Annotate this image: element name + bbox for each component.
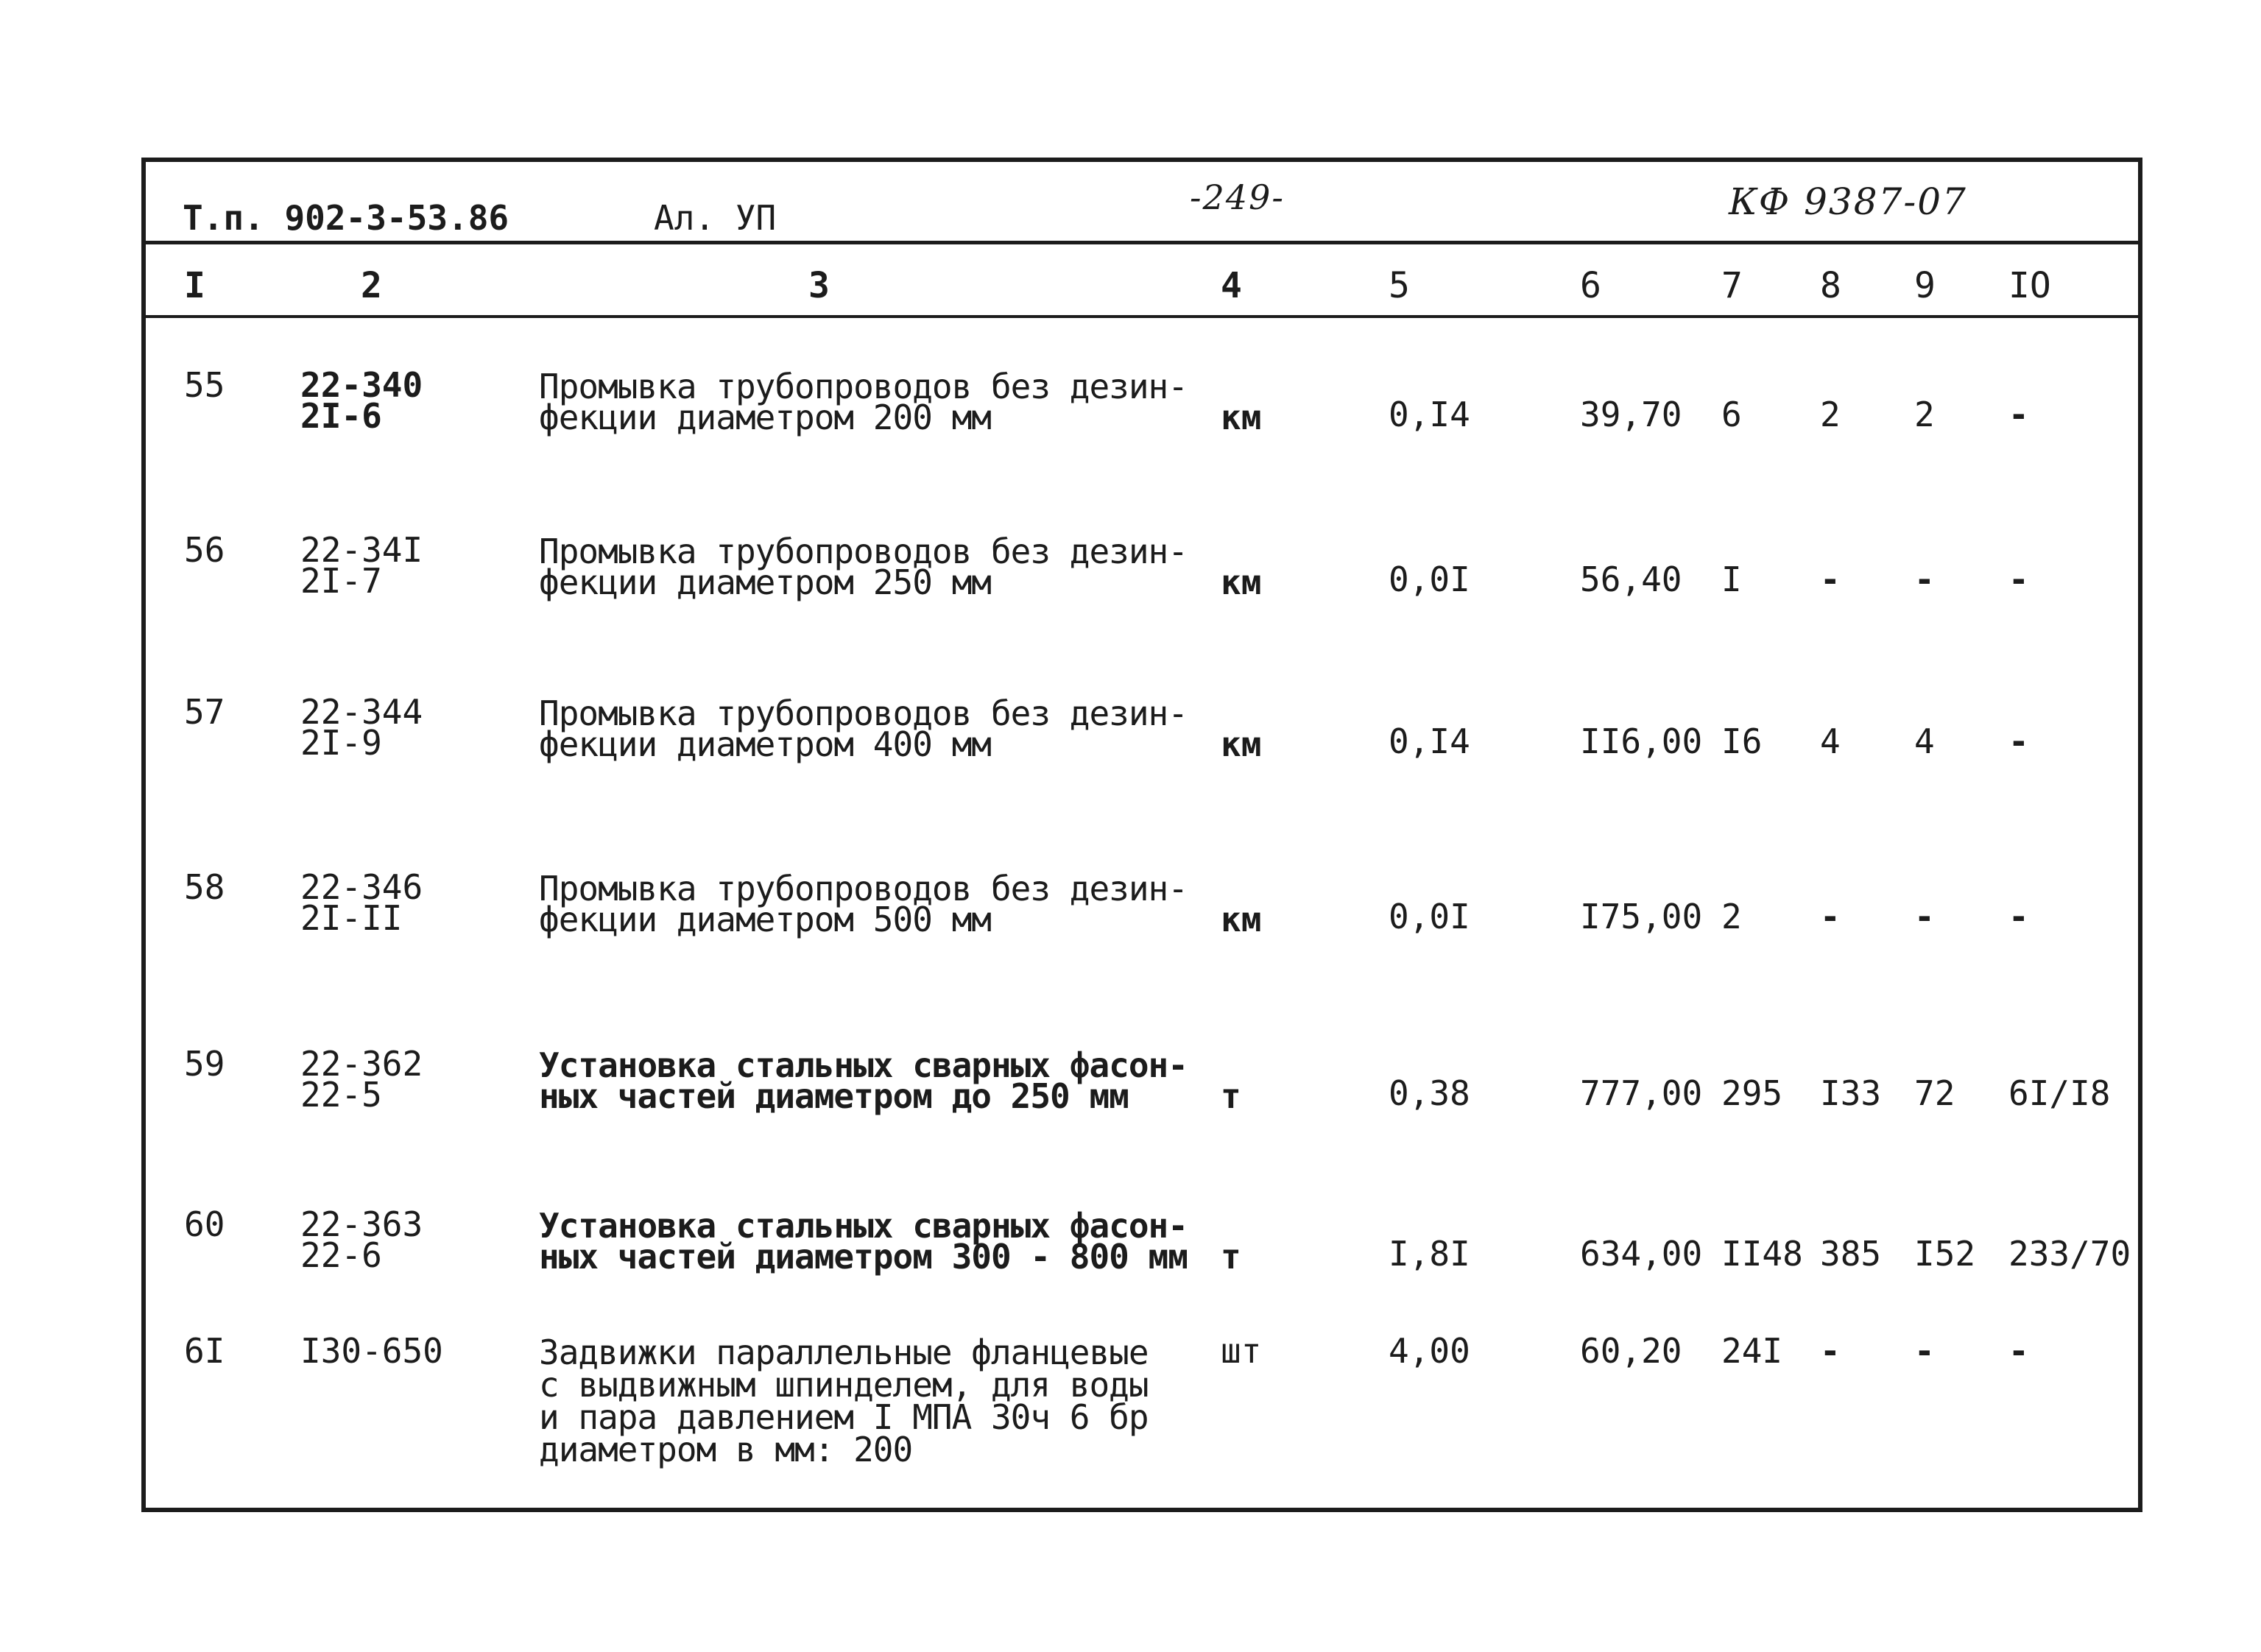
col10-value: - xyxy=(2008,721,2029,761)
code-line-1: 22-340 xyxy=(300,365,423,405)
col7-value: II48 xyxy=(1721,1234,1803,1274)
code-line-1: 22-362 xyxy=(300,1044,423,1084)
col10-value: - xyxy=(2008,395,2029,434)
col8-value: I33 xyxy=(1820,1073,1882,1113)
archive-stamp: КФ 9387-07 xyxy=(1729,180,1967,223)
code-line-1: I30-650 xyxy=(300,1331,443,1371)
sheet-bottom-edge xyxy=(147,1509,2142,1512)
row-number: 57 xyxy=(184,692,225,732)
column-header-5: 5 xyxy=(1389,265,1410,306)
quantity: I,8I xyxy=(1389,1234,1470,1274)
description-line-1: Установка стальных сварных фасон- xyxy=(539,1045,1188,1085)
column-header-6: 6 xyxy=(1580,265,1601,306)
col10-value: - xyxy=(2008,1331,2029,1371)
row-number: 59 xyxy=(184,1044,225,1084)
project-code: Т.п. 902-3-53.86 xyxy=(183,198,509,238)
description-line-2: с выдвижным шпинделем, для воды xyxy=(539,1365,1149,1405)
column-header-9: 9 xyxy=(1914,265,1936,306)
description-line-4: диаметром в мм: 200 xyxy=(539,1430,913,1469)
col7-value: 6 xyxy=(1721,395,1742,434)
col9-value: 4 xyxy=(1914,721,1935,761)
description-line-2: фекции диаметром 200 мм xyxy=(539,398,991,437)
code-line-1: 22-346 xyxy=(300,867,423,907)
col9-value: 2 xyxy=(1914,395,1935,434)
column-number-header xyxy=(146,244,2138,318)
quantity: 4,00 xyxy=(1389,1331,1470,1371)
unit: км xyxy=(1221,900,1262,939)
col8-value: - xyxy=(1820,560,1841,599)
quantity: 0,I4 xyxy=(1389,721,1470,761)
quantity: 0,0I xyxy=(1389,897,1470,936)
quantity: 0,0I xyxy=(1389,560,1470,599)
description-line-1: Промывка трубопроводов без дезин- xyxy=(539,532,1188,571)
col10-value: 6I/I8 xyxy=(2008,1073,2111,1113)
col9-value: I52 xyxy=(1914,1234,1976,1274)
description-line-1: Установка стальных сварных фасон- xyxy=(539,1206,1188,1246)
unit: т xyxy=(1221,1076,1241,1116)
unit: шт xyxy=(1221,1331,1262,1371)
unit: км xyxy=(1221,398,1262,437)
price: 56,40 xyxy=(1580,560,1682,599)
unit: т xyxy=(1221,1237,1241,1277)
page-number: -249- xyxy=(1190,177,1285,217)
row-number: 58 xyxy=(184,867,225,907)
col8-value: 4 xyxy=(1820,721,1841,761)
description-line-2: фекции диаметром 400 мм xyxy=(539,724,991,764)
code-line-2: 2I-II xyxy=(300,898,403,938)
row-number: 56 xyxy=(184,530,225,570)
description-line-3: и пара давлением I МПА 30ч 6 бр xyxy=(539,1397,1149,1437)
col7-value: 2 xyxy=(1721,897,1742,936)
description-line-2: ных частей диаметром до 250 мм xyxy=(539,1076,1129,1116)
price: I75,00 xyxy=(1580,897,1703,936)
col8-value: - xyxy=(1820,897,1841,936)
column-header-4: 4 xyxy=(1221,265,1242,306)
column-header-3: 3 xyxy=(808,265,830,306)
price: 39,70 xyxy=(1580,395,1682,434)
code-line-1: 22-34I xyxy=(300,530,423,570)
description-line-2: ных частей диаметром 300 - 800 мм xyxy=(539,1237,1188,1277)
col8-value: 385 xyxy=(1820,1234,1882,1274)
price: 60,20 xyxy=(1580,1331,1682,1371)
col9-value: - xyxy=(1914,1331,1935,1371)
code-line-2: 22-5 xyxy=(300,1075,382,1115)
code-line-2: 2I-6 xyxy=(300,396,382,436)
description-line-2: фекции диаметром 500 мм xyxy=(539,900,991,939)
description-line-1: Промывка трубопроводов без дезин- xyxy=(539,367,1188,406)
col7-value: I xyxy=(1721,560,1742,599)
code-line-1: 22-363 xyxy=(300,1204,423,1244)
col9-value: - xyxy=(1914,560,1935,599)
description-line-1: Промывка трубопроводов без дезин- xyxy=(539,693,1188,733)
col10-value: 233/70 xyxy=(2008,1234,2131,1274)
document-sheet xyxy=(141,158,2142,1512)
title-block xyxy=(146,162,2138,244)
code-line-1: 22-344 xyxy=(300,692,423,732)
column-header-7: 7 xyxy=(1721,265,1743,306)
col10-value: - xyxy=(2008,897,2029,936)
code-line-2: 2I-9 xyxy=(300,723,382,763)
column-header-8: 8 xyxy=(1820,265,1841,306)
row-number: 6I xyxy=(184,1331,225,1371)
col7-value: 295 xyxy=(1721,1073,1783,1113)
row-number: 60 xyxy=(184,1204,225,1244)
code-line-2: 2I-7 xyxy=(300,561,382,601)
description-line-1: Промывка трубопроводов без дезин- xyxy=(539,869,1188,908)
column-header-2: 2 xyxy=(361,265,382,306)
col10-value: - xyxy=(2008,560,2029,599)
unit: км xyxy=(1221,724,1262,764)
column-header-10: IO xyxy=(2008,265,2051,306)
code-line-2: 22-6 xyxy=(300,1235,382,1275)
col8-value: 2 xyxy=(1820,395,1841,434)
unit: км xyxy=(1221,562,1262,602)
description-line-2: фекции диаметром 250 мм xyxy=(539,562,991,602)
col9-value: - xyxy=(1914,897,1935,936)
quantity: 0,I4 xyxy=(1389,395,1470,434)
price: II6,00 xyxy=(1580,721,1703,761)
row-number: 55 xyxy=(184,365,225,405)
description-line-1: Задвижки параллельные фланцевые xyxy=(539,1332,1149,1372)
column-header-1: I xyxy=(184,265,205,306)
col9-value: 72 xyxy=(1914,1073,1955,1113)
quantity: 0,38 xyxy=(1389,1073,1470,1113)
col7-value: I6 xyxy=(1721,721,1763,761)
price: 777,00 xyxy=(1580,1073,1703,1113)
col7-value: 24I xyxy=(1721,1331,1783,1371)
price: 634,00 xyxy=(1580,1234,1703,1274)
col8-value: - xyxy=(1820,1331,1841,1371)
album-label: Ал. УП xyxy=(654,198,777,238)
